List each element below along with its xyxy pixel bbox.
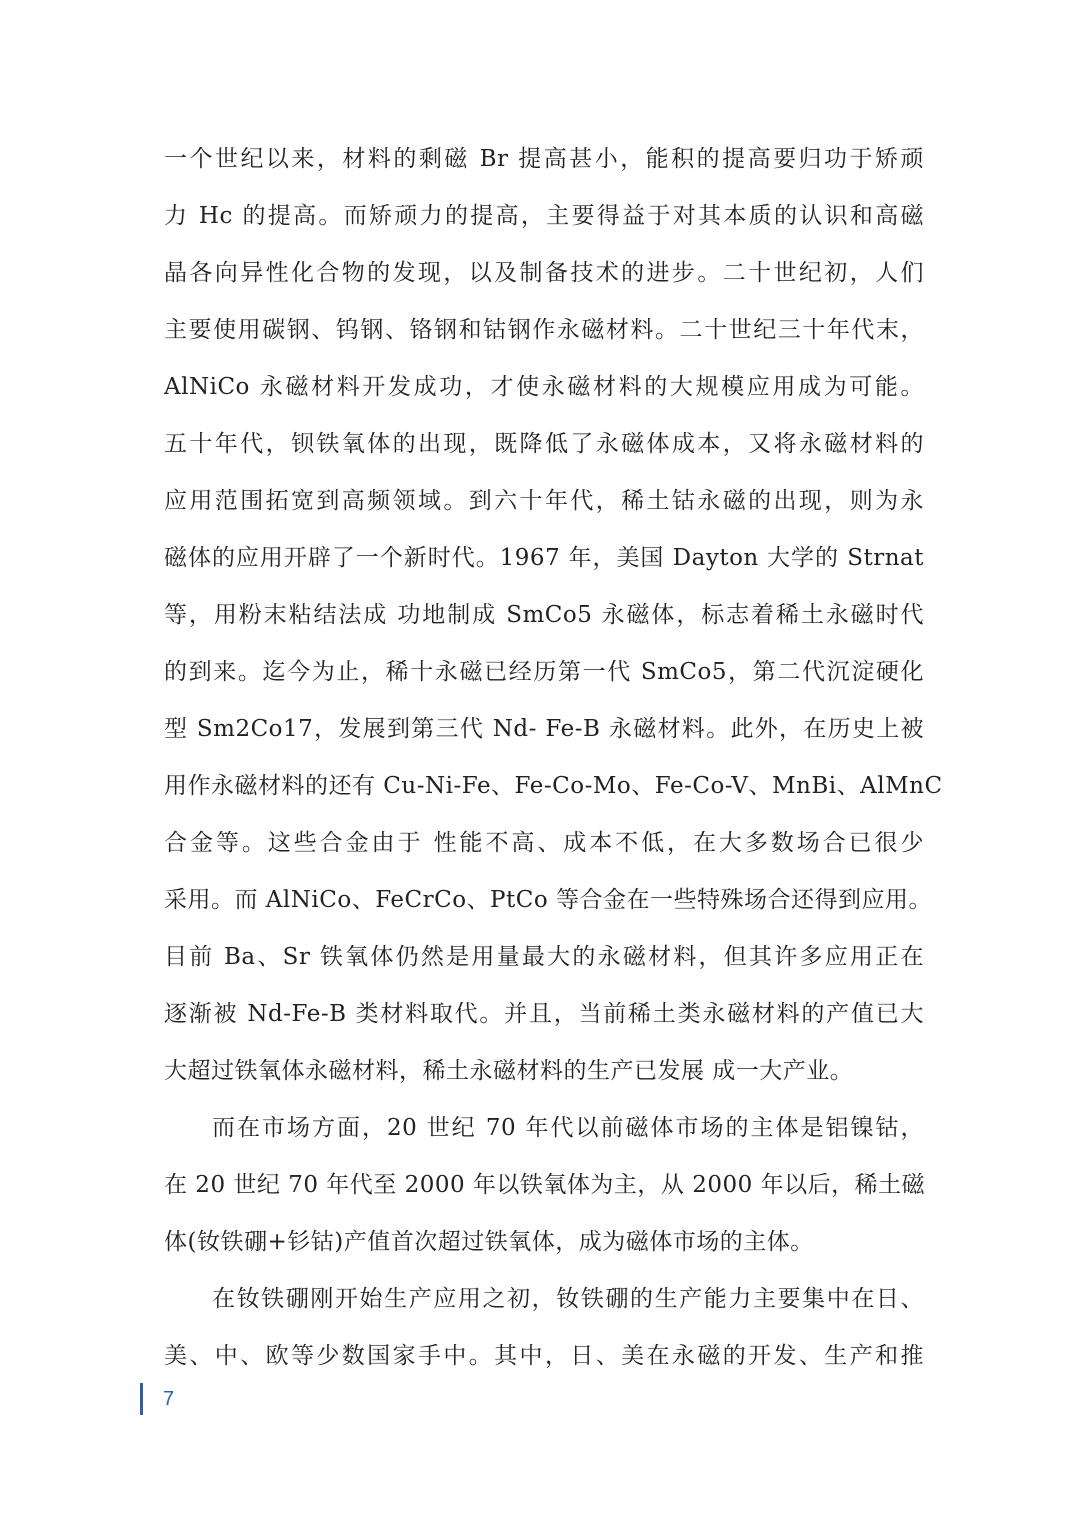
text-line: 逐渐被 Nd-Fe-B 类材料取代。并且，当前稀土类永磁材料的产值已大	[164, 1001, 924, 1027]
text-line: 一个世纪以来，材料的剩磁 Br 提高甚小，能积的提高要归功于矫顽	[164, 146, 924, 172]
text-line: 美、中、欧等少数国家手中。其中，日、美在永磁的开发、生产和推	[164, 1343, 924, 1369]
text-line: 力 Hc 的提高。而矫顽力的提高，主要得益于对其本质的认识和高磁	[164, 203, 924, 229]
text-line: 在 20 世纪 70 年代至 2000 年以铁氧体为主，从 2000 年以后，稀土磁	[164, 1172, 926, 1198]
text-line: 体(钕铁硼+钐钴)产值首次超过铁氧体，成为磁体市场的主体。	[164, 1229, 814, 1255]
page-number: 7	[163, 1387, 175, 1410]
text-line: 应用范围拓宽到高频领域。到六十年代，稀土钴永磁的出现，则为永	[164, 488, 924, 514]
footer-accent-bar	[140, 1383, 143, 1415]
text-line: AlNiCo 永磁材料开发成功，才使永磁材料的大规模应用成为可能。	[164, 374, 924, 400]
text-line: 的到来。迄今为止，稀十永磁已经历第一代 SmCo5，第二代沉淀硬化	[164, 659, 924, 685]
body-text	[164, 136, 943, 1390]
text-line: 而在市场方面，20 世纪 70 年代以前磁体市场的主体是铝镍钴，	[212, 1115, 924, 1141]
text-line: 五十年代，钡铁氧体的出现，既降低了永磁体成本，又将永磁材料的	[164, 431, 924, 457]
text-line: 主要使用碳钢、钨钢、铬钢和钴钢作永磁材料。二十世纪三十年代末，	[164, 317, 924, 343]
text-line: 大超过铁氧体永磁材料，稀土永磁材料的生产已发展 成一大产业。	[164, 1058, 854, 1084]
text-line: 采用。而 AlNiCo、FeCrCo、PtCo 等合金在一些特殊场合还得到应用。	[164, 887, 933, 913]
text-line: 晶各向异性化合物的发现，以及制备技术的进步。二十世纪初，人们	[164, 260, 924, 286]
text-line: 目前 Ba、Sr 铁氧体仍然是用量最大的永磁材料，但其许多应用正在	[164, 944, 924, 970]
text-line: 磁体的应用开辟了一个新时代。1967 年，美国 Dayton 大学的 Strnat	[164, 545, 924, 571]
text-line: 等，用粉末粘结法成 功地制成 SmCo5 永磁体，标志着稀土永磁时代	[164, 602, 924, 628]
text-line: 在钕铁硼刚开始生产应用之初，钕铁硼的生产能力主要集中在日、	[212, 1286, 924, 1312]
page-footer	[140, 1384, 174, 1414]
text-line: 型 Sm2Co17，发展到第三代 Nd- Fe-B 永磁材料。此外，在历史上被	[164, 716, 924, 742]
text-line: 合金等。这些合金由于 性能不高、成本不低，在大多数场合已很少	[164, 830, 924, 856]
text-line: 用作永磁材料的还有 Cu-Ni-Fe、Fe-Co-Mo、Fe-Co-V、MnBi、AlMnC	[164, 773, 943, 799]
